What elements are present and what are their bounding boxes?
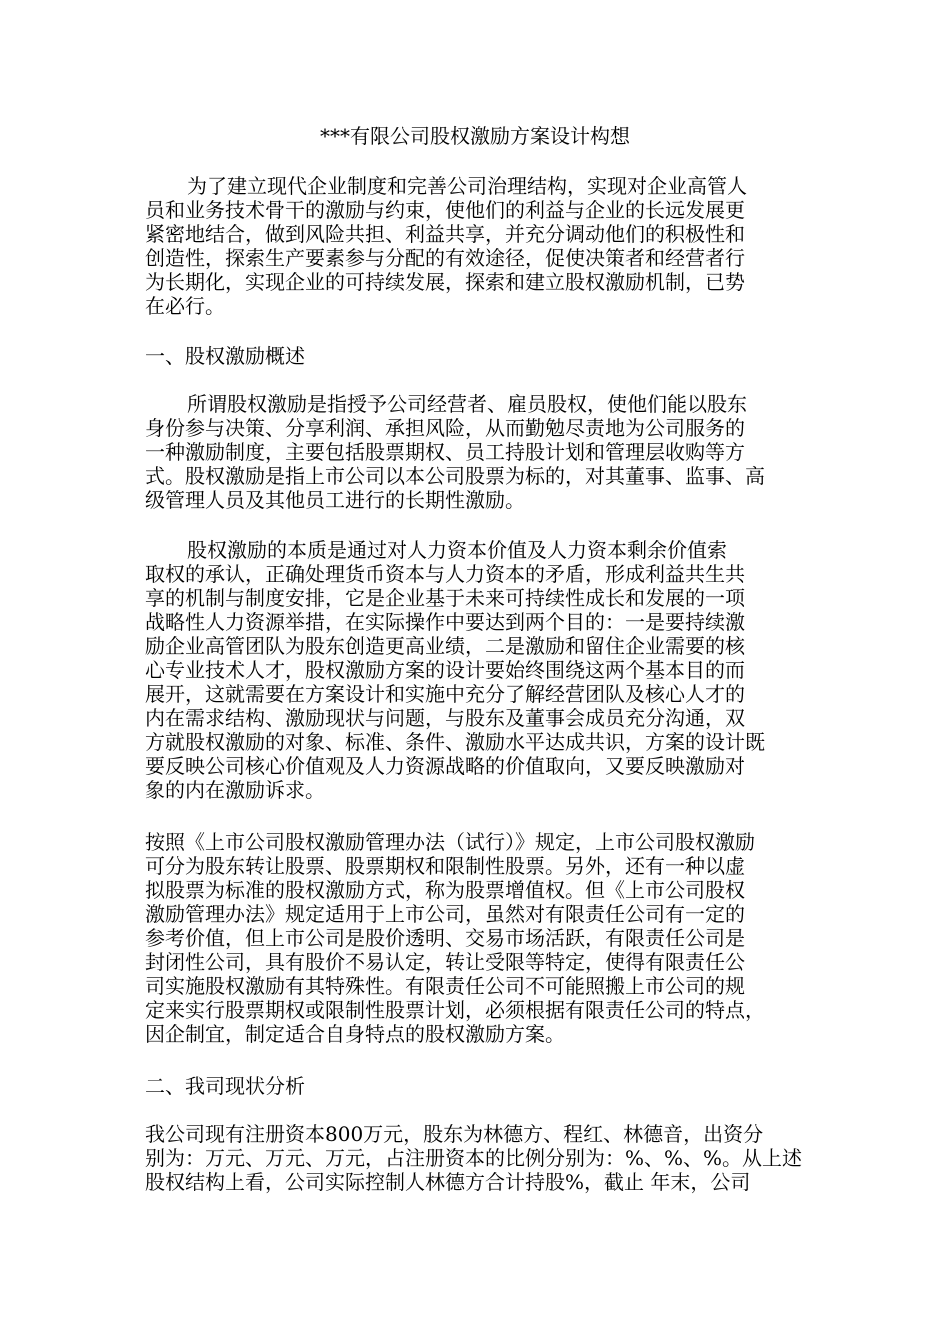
paragraph-line: 股权结构上看，公司实际控制人林德方合计持股%，截止 年末，公司 — [145, 1170, 751, 1194]
paragraph-line: 享的机制与制度安排，它是企业基于未来可持续性成长和发展的一项 — [145, 586, 745, 610]
paragraph-line: 身份参与决策、分享利润、承担风险，从而勤勉尽责地为公司服务的 — [145, 416, 745, 440]
paragraph-line: 拟股票为标准的股权激励方式，称为股票增值权。但《上市公司股权 — [145, 878, 745, 902]
paragraph-line: 级管理人员及其他员工进行的长期性激励。 — [145, 488, 525, 512]
document-title: ***有限公司股权激励方案设计构想 — [320, 124, 630, 148]
paragraph-line: 心专业技术人才，股权激励方案的设计要始终围绕这两个基本目的而 — [145, 658, 745, 682]
paragraph-line: 员和业务技术骨干的激励与约束，使他们的利益与企业的长远发展更 — [145, 198, 745, 222]
paragraph-overview — [145, 392, 825, 512]
paragraph-line: 因企制宜，制定适合自身特点的股权激励方案。 — [145, 1022, 565, 1046]
paragraph-line: 所谓股权激励是指授予公司经营者、雇员股权，使他们能以股东 — [187, 392, 747, 416]
paragraph-line: 定来实行股票期权或限制性股票计划，必须根据有限责任公司的特点， — [145, 998, 765, 1022]
paragraph-line: 方就股权激励的对象、标准、条件、激励水平达成共识，方案的设计既 — [145, 730, 765, 754]
paragraph-essence — [145, 538, 825, 802]
paragraph-line: 紧密地结合，做到风险共担、利益共享，并充分调动他们的积极性和 — [145, 222, 745, 246]
paragraph-line: 我公司现有注册资本800万元，股东为林德方、程红、林德音，出资分 — [145, 1122, 764, 1146]
paragraph-line: 战略性人力资源举措，在实际操作中要达到两个目的：一是要持续激 — [145, 610, 745, 634]
paragraph-line: 司实施股权激励有其特殊性。有限责任公司不可能照搬上市公司的规 — [145, 974, 745, 998]
paragraph-line: 股权激励的本质是通过对人力资本价值及人力资本剩余价值索 — [187, 538, 727, 562]
paragraph-line: 展开，这就需要在方案设计和实施中充分了解经营团队及核心人才的 — [145, 682, 745, 706]
paragraph-line: 别为：万元、万元、万元，占注册资本的比例分别为：%、%、%。从上述 — [145, 1146, 803, 1170]
section-heading-2: 二、我司现状分析 — [145, 1074, 305, 1098]
paragraph-line: 封闭性公司，具有股价不易认定，转让受限等特定，使得有限责任公 — [145, 950, 745, 974]
paragraph-line: 取权的承认，正确处理货币资本与人力资本的矛盾，形成利益共生共 — [145, 562, 745, 586]
paragraph-line: 创造性，探索生产要素参与分配的有效途径，促使决策者和经营者行 — [145, 246, 745, 270]
paragraph-line: 内在需求结构、激励现状与问题，与股东及董事会成员充分沟通，双 — [145, 706, 745, 730]
paragraph-line: 为长期化，实现企业的可持续发展，探索和建立股权激励机制，已势 — [145, 270, 745, 294]
paragraph-status — [145, 1122, 825, 1194]
paragraph-intro — [145, 174, 825, 318]
paragraph-line: 要反映公司核心价值观及人力资源战略的价值取向，又要反映激励对 — [145, 754, 745, 778]
paragraph-line: 一种激励制度，主要包括股票期权、员工持股计划和管理层收购等方 — [145, 440, 745, 464]
paragraph-line: 为了建立现代企业制度和完善公司治理结构，实现对企业高管人 — [187, 174, 747, 198]
paragraph-line: 式。股权激励是指上市公司以本公司股票为标的，对其董事、监事、高 — [145, 464, 765, 488]
section-heading-1: 一、股权激励概述 — [145, 344, 305, 368]
paragraph-line: 象的内在激励诉求。 — [145, 778, 325, 802]
paragraph-line: 励企业高管团队为股东创造更高业绩，二是激励和留住企业需要的核 — [145, 634, 745, 658]
paragraph-line: 按照《上市公司股权激励管理办法（试行）》规定，上市公司股权激励 — [145, 830, 755, 854]
paragraph-line: 激励管理办法》规定适用于上市公司，虽然对有限责任公司有一定的 — [145, 902, 745, 926]
paragraph-regulation — [145, 830, 825, 1046]
paragraph-line: 可分为股东转让股票、股票期权和限制性股票。另外，还有一种以虚 — [145, 854, 745, 878]
paragraph-line: 参考价值，但上市公司是股价透明、交易市场活跃，有限责任公司是 — [145, 926, 745, 950]
paragraph-line: 在必行。 — [145, 294, 225, 318]
